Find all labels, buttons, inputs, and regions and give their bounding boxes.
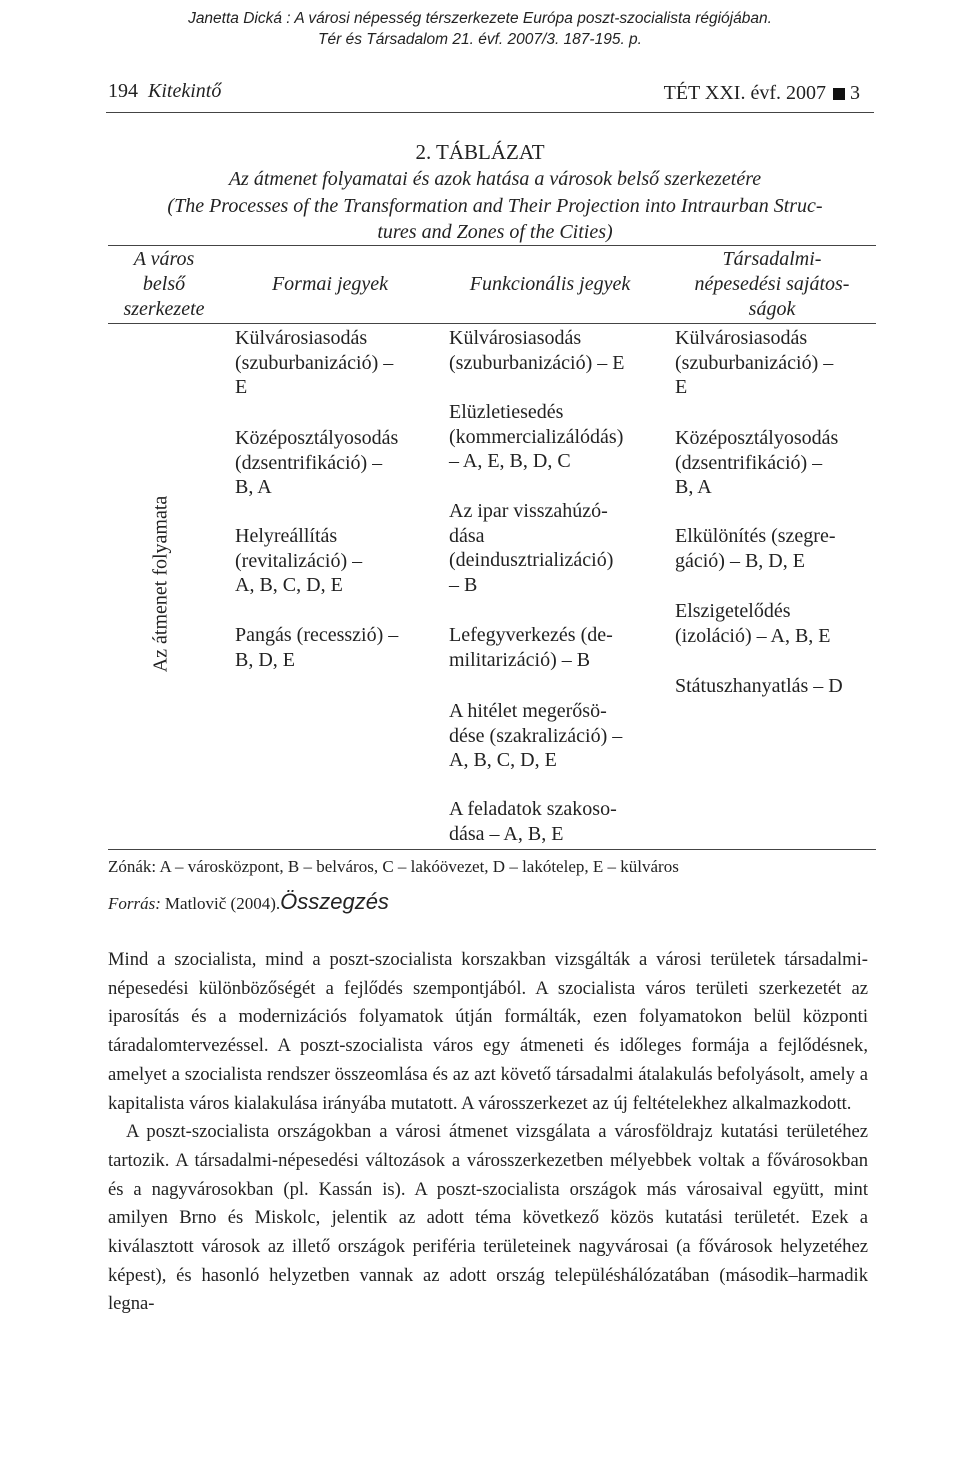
source-label: Forrás: (108, 894, 161, 913)
header-structure: A város belső szerkezete (123, 248, 205, 320)
square-bullet-icon (833, 88, 845, 100)
journal-name: TÉT XXI. évf. 2007 (663, 82, 826, 104)
header-functional: Funkcionális jegyek (469, 273, 631, 295)
functional-cell: Külvárosiasodás (szuburbanizáció) – E (449, 327, 625, 374)
table-title-hu: Az átmenet folyamatai és azok hatása a városok belső szerkezetére (228, 168, 762, 190)
functional-cell: Lefegyverkezés (de- militarizáció) – B (449, 624, 613, 671)
citation-line-2: Tér és Társadalom 21. évf. 2007/3. 187-195. p. (318, 31, 642, 48)
paragraph: Mind a szocialista, mind a poszt-szocialista korszakban vizsgálták a városi területek társadalmi-népesedési különbözőségét a fejlődés szempontjából. A szocialista város területi szerkezetét az iparosítás és a modernizációs folyamatok útján formálták, ezen folyamatokon belül központi táradalomtervezéssel. A poszt-szocialista város egy átmeneti és időleges formája a fejlődésnek, amelyet a szocialista rendszer összeomlása és az azt követő társadalmi átalakulás befolyásolt, amely a kapitalista város kialakulása irányába mutatott. A városszerkezet az új feltételekhez alkalmazkodott. (108, 949, 868, 1114)
citation (0, 8, 960, 50)
citation-line-1: Janetta Dická : A városi népesség térszerkezete Európa poszt-szocialista régiójában. (188, 10, 772, 27)
functional-cell: A feladatok szakoso- dása – A, B, E (449, 798, 617, 845)
zones-note: Zónák: A – városközpont, B – belváros, C – lakóövezet, D – lakótelep, E – külváros (108, 857, 679, 876)
body-text (108, 946, 868, 1319)
source-line (108, 889, 868, 915)
table-top-rule (108, 245, 876, 246)
header-bottom-rule (108, 323, 876, 324)
functional-cell: Elüzletiesedés (kommercializálódás) – A, E, B, D, C (449, 401, 624, 472)
running-header-right (664, 82, 860, 105)
social-cell: Elszigetelődés (izoláció) – A, B, E (675, 600, 831, 647)
header-rule (106, 112, 874, 113)
table-bottom-rule (108, 849, 876, 850)
paragraph: A poszt-szocialista országokban a városi átmenet vizsgálata a városföldrajz kutatási területéhez tartozik. A társadalmi-népesedési változások a városszerkezetben mélyebbek voltak a fővárosokban és a nagyvárosokban (pl. Kassán is). A poszt-szocialista országok más városaival együtt, mint amilyen Brno és Miskolc, jelentik az adott téma következő közös kutatási területét. Ezek a kiválasztott városok az illető országok periféria területeinek nagyvárosai (a fővárosok helyzetéhez képest), és hasonló helyzetben vannak az adott ország településhálózatában (második–harmadik legna- (108, 1121, 868, 1315)
source-value: Matlovič (2004). (164, 894, 281, 913)
table-title-en-2: tures and Zones of the Cities) (377, 221, 613, 243)
functional-cell: A hitélet megerősö- dése (szakralizáció) – A, B, C, D, E (449, 700, 623, 771)
header-formal: Formai jegyek (271, 273, 389, 295)
formal-cell: Pangás (recesszió) – B, D, E (235, 624, 399, 671)
functional-cell: Az ipar visszahúzó- dása (deindusztrializáció) – B (449, 500, 614, 596)
social-cell: Elkülönítés (szegre- gáció) – B, D, E (675, 525, 836, 572)
header-social: Társadalmi- népesedési sajátos- ságok (694, 248, 850, 320)
page-number: 194 (108, 80, 138, 102)
row-label: Az átmenet folyamata (149, 495, 172, 673)
row-label-vertical (131, 469, 191, 699)
section-heading: Összegzés (280, 889, 389, 914)
formal-cell: Helyreállítás (revitalizáció) – A, B, C, D, E (235, 525, 363, 596)
social-cell: Státuszhanyatlás – D (675, 675, 843, 697)
formal-cell: Külvárosiasodás (szuburbanizáció) – E (235, 327, 394, 398)
issue-number: 3 (850, 82, 860, 104)
section-name: Kitekintő (148, 80, 222, 102)
table-number: 2. TÁBLÁZAT (415, 140, 545, 164)
table-title-en-1: (The Processes of the Transformation and Their Projection into Intraurban Struc- (167, 195, 823, 217)
social-cell: Középosztályosodás (dzsentrifikáció) – B, A (675, 427, 839, 498)
formal-cell: Középosztályosodás (dzsentrifikáció) – B, A (235, 427, 399, 498)
social-cell: Külvárosiasodás (szuburbanizáció) – E (675, 327, 834, 398)
running-header-left (108, 80, 221, 103)
